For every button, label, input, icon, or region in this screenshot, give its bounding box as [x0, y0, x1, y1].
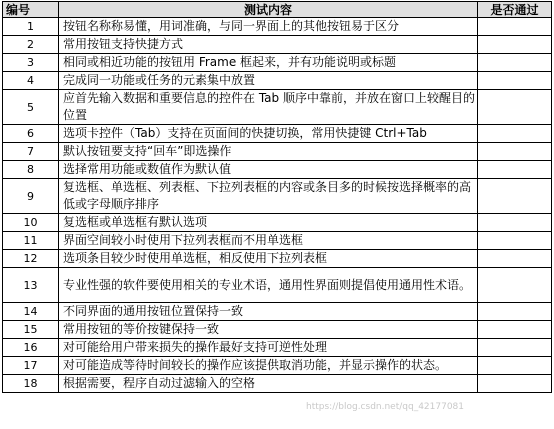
- row-pass-cell[interactable]: [478, 36, 552, 54]
- table-row: [3, 375, 552, 393]
- row-number: 14: [3, 303, 59, 321]
- table-row: [3, 90, 552, 125]
- row-pass-cell[interactable]: [478, 250, 552, 268]
- row-content: 相同或相近功能的按钮用 Frame 框起来，并有功能说明或标题: [59, 54, 478, 72]
- row-number: 3: [3, 54, 59, 72]
- row-content: 默认按钮要支持“回车”即选操作: [59, 143, 478, 161]
- row-content: 常用按钮支持快捷方式: [59, 36, 478, 54]
- row-content: 按钮名称称易懂，用词准确，与同一界面上的其他按钮易于区分: [59, 18, 478, 36]
- row-pass-cell[interactable]: [478, 214, 552, 232]
- header-row: [3, 2, 552, 18]
- row-pass-cell[interactable]: [478, 339, 552, 357]
- row-content: 界面空间较小时使用下拉列表框而不用单选框: [59, 232, 478, 250]
- row-content: 对可能造成等待时间较长的操作应该提供取消功能，并显示操作的状态。: [59, 357, 478, 375]
- row-content: 常用按钮的等价按键保持一致: [59, 321, 478, 339]
- row-number: 6: [3, 125, 59, 143]
- header-test-content: 测试内容: [59, 2, 478, 18]
- row-pass-cell[interactable]: [478, 54, 552, 72]
- table-row: [3, 339, 552, 357]
- row-pass-cell[interactable]: [478, 375, 552, 393]
- table-row: [3, 250, 552, 268]
- table-row: [3, 143, 552, 161]
- row-content: 对可能给用户带来损失的操作最好支持可逆性处理: [59, 339, 478, 357]
- row-number: 12: [3, 250, 59, 268]
- row-content: 选项卡控件（Tab）支持在页面间的快捷切换，常用快捷键 Ctrl+Tab: [59, 125, 478, 143]
- table-row: [3, 18, 552, 36]
- table-row: [3, 214, 552, 232]
- row-number: 16: [3, 339, 59, 357]
- row-number: 13: [3, 268, 59, 303]
- row-pass-cell[interactable]: [478, 303, 552, 321]
- ui-test-checklist-table: [2, 1, 552, 393]
- table-row: [3, 36, 552, 54]
- row-number: 17: [3, 357, 59, 375]
- table-row: [3, 54, 552, 72]
- table-row: [3, 161, 552, 179]
- row-pass-cell[interactable]: [478, 321, 552, 339]
- row-number: 7: [3, 143, 59, 161]
- row-pass-cell[interactable]: [478, 179, 552, 214]
- table-row: [3, 232, 552, 250]
- header-passed: 是否通过: [478, 2, 552, 18]
- row-content: 复选框或单选框有默认选项: [59, 214, 478, 232]
- row-pass-cell[interactable]: [478, 143, 552, 161]
- row-content: 专业性强的软件要使用相关的专业术语，通用性界面则提倡使用通用性术语。: [59, 268, 478, 303]
- row-number: 18: [3, 375, 59, 393]
- table-row: [3, 125, 552, 143]
- row-pass-cell[interactable]: [478, 357, 552, 375]
- row-number: 2: [3, 36, 59, 54]
- table-row: [3, 321, 552, 339]
- table-row: [3, 268, 552, 303]
- row-content: 应首先输入数据和重要信息的控件在 Tab 顺序中靠前，并放在窗口上较醒目的位置: [59, 90, 478, 125]
- row-number: 5: [3, 90, 59, 125]
- table-row: [3, 303, 552, 321]
- row-number: 4: [3, 72, 59, 90]
- table-row: [3, 357, 552, 375]
- row-number: 8: [3, 161, 59, 179]
- row-number: 15: [3, 321, 59, 339]
- table-row: [3, 179, 552, 214]
- row-content: 完成同一功能或任务的元素集中放置: [59, 72, 478, 90]
- row-pass-cell[interactable]: [478, 18, 552, 36]
- row-number: 9: [3, 179, 59, 214]
- row-number: 1: [3, 18, 59, 36]
- row-number: 10: [3, 214, 59, 232]
- table-row: [3, 72, 552, 90]
- row-content: 选项条目较少时使用单选框，相反使用下拉列表框: [59, 250, 478, 268]
- row-pass-cell[interactable]: [478, 268, 552, 303]
- row-content: 复选框、单选框、列表框、下拉列表框的内容或条目多的时候按选择概率的高低或字母顺序排序: [59, 179, 478, 214]
- row-pass-cell[interactable]: [478, 125, 552, 143]
- row-pass-cell[interactable]: [478, 90, 552, 125]
- row-content: 选择常用功能或数值作为默认值: [59, 161, 478, 179]
- row-number: 11: [3, 232, 59, 250]
- row-content: 根据需要，程序自动过滤输入的空格: [59, 375, 478, 393]
- row-pass-cell[interactable]: [478, 72, 552, 90]
- row-pass-cell[interactable]: [478, 232, 552, 250]
- source-watermark: https://blog.csdn.net/qq_42177081: [306, 402, 465, 412]
- row-content: 不同界面的通用按钮位置保持一致: [59, 303, 478, 321]
- row-pass-cell[interactable]: [478, 161, 552, 179]
- header-number: 编号: [3, 2, 59, 18]
